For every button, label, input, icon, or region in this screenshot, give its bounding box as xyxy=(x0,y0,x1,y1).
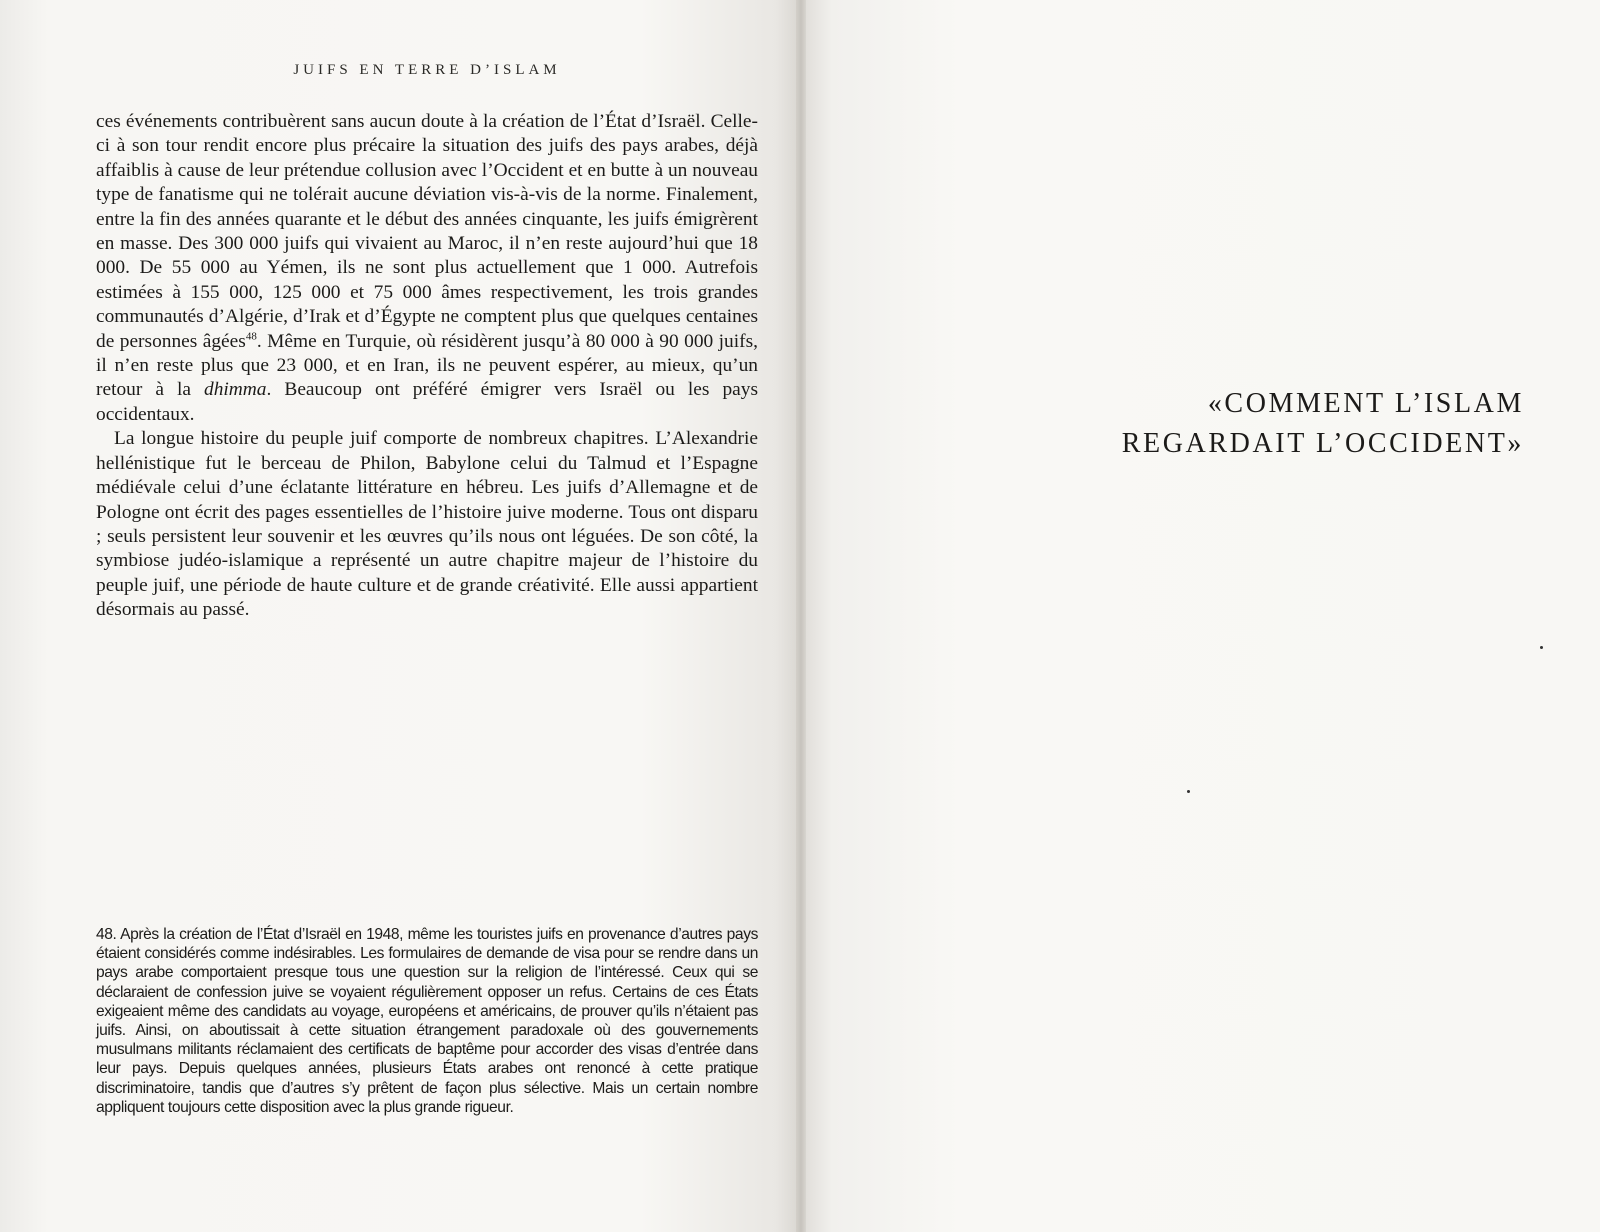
chapter-title-line-2: REGARDAIT L’OCCIDENT» xyxy=(1121,428,1524,459)
chapter-title-line-1: «COMMENT L’ISLAM xyxy=(1207,388,1524,419)
paragraph-1-text: ces événements contribuèrent sans aucun doute à la création de l’État d’Israël. Celle-ci à son tour rendit encore plus précaire la situation des juifs des pays arabes, déjà affaiblis à cause de leur prétendue collusion avec l’Occident et en butte à un nouveau type de fanatisme qui ne tolérait aucune déviation vis-à-vis de la norme. Finalement, entre la fin des années quarante et le début des années cinquante, les juifs émigrèrent en masse. Des 300 000 juifs qui vivaient au Maroc, il n’en reste aujourd’hui que 18 000. De 55 000 au Yémen, ils ne sont plus actuellement que 1 000. Autrefois estimées à 155 000, 125 000 et 75 000 âmes respectivement, les trois grandes communautés d’Algérie, d’Irak et d’Égypte ne comptent plus que quelques centaines de personnes âgées xyxy=(96,111,758,352)
ink-speck xyxy=(1187,790,1190,793)
chapter-title xyxy=(1030,384,1524,464)
bleed-through-text-right-top xyxy=(845,110,915,310)
bleed-through-text-left xyxy=(100,655,760,915)
paragraph-1-continued: . Même en Turquie, où résidèrent jusqu’à 80 000 à 90 000 juifs, il n’en reste plus que 23 000, et en Iran, ils ne peuvent espérer, au mieux, qu’un retour à la xyxy=(96,330,758,401)
paragraph-2: La longue histoire du peuple juif comporte de nombreux chapitres. L’Alexandrie hellénistique fut le berceau de Philon, Babylone celui du Talmud et l’Espagne médiévale celui d’une éclatante littérature en hébreu. Les juifs d’Allemagne et de Pologne ont écrit des pages essentielles de l’histoire juive moderne. Tous ont disparu ; seuls persistent leur souvenir et les œuvres qu’ils nous ont léguées. De son côté, la symbiose judéo-islamique a représenté un autre chapitre majeur de l’histoire du peuple juif, une période de haute culture et de grande créativité. Elle aussi appartient désormais au passé. xyxy=(96,428,758,621)
running-head: JUIFS EN TERRE D’ISLAM xyxy=(293,62,561,78)
ink-speck xyxy=(1540,646,1543,649)
italic-term: dhimma xyxy=(204,379,267,401)
footnote-48 xyxy=(96,925,758,1117)
footnote-reference[interactable]: 48 xyxy=(245,330,257,343)
paragraph-1-end: . Beaucoup ont préféré émigrer vers Israël ou les pays occidentaux. xyxy=(96,379,758,425)
paragraph-1 xyxy=(96,110,758,427)
main-text xyxy=(96,110,758,623)
book-gutter xyxy=(796,0,806,1232)
footnote-text: 48. Après la création de l’État d’Israël en 1948, même les touristes juifs en provenance d’autres pays étaient considérés comme indésirables. Les formulaires de demande de visa pour se rendre dans un pays arabe comportaient presque tous une question sur la religion de l’intéressé. Ceux qui se déclaraient de confession juive se voyaient régulièrement opposer un refus. Certains de ces États exigeaient même des candidats au voyage, européens et américains, de prouver qu’ils n’étaient pas juifs. Ainsi, on aboutissait à cette situation étrangement paradoxale où des gouvernements musulmans militants réclamaient des certificats de baptême pour accorder des visas d’entrée dans leur pays. Depuis quelques années, plusieurs États arabes ont renoncé à cette pratique discriminatoire, tandis que d’autres s’y prêtent de façon plus sélective. Mais un certain nombre appliquent toujours cette disposition avec la plus grande rigueur. xyxy=(96,926,758,1116)
